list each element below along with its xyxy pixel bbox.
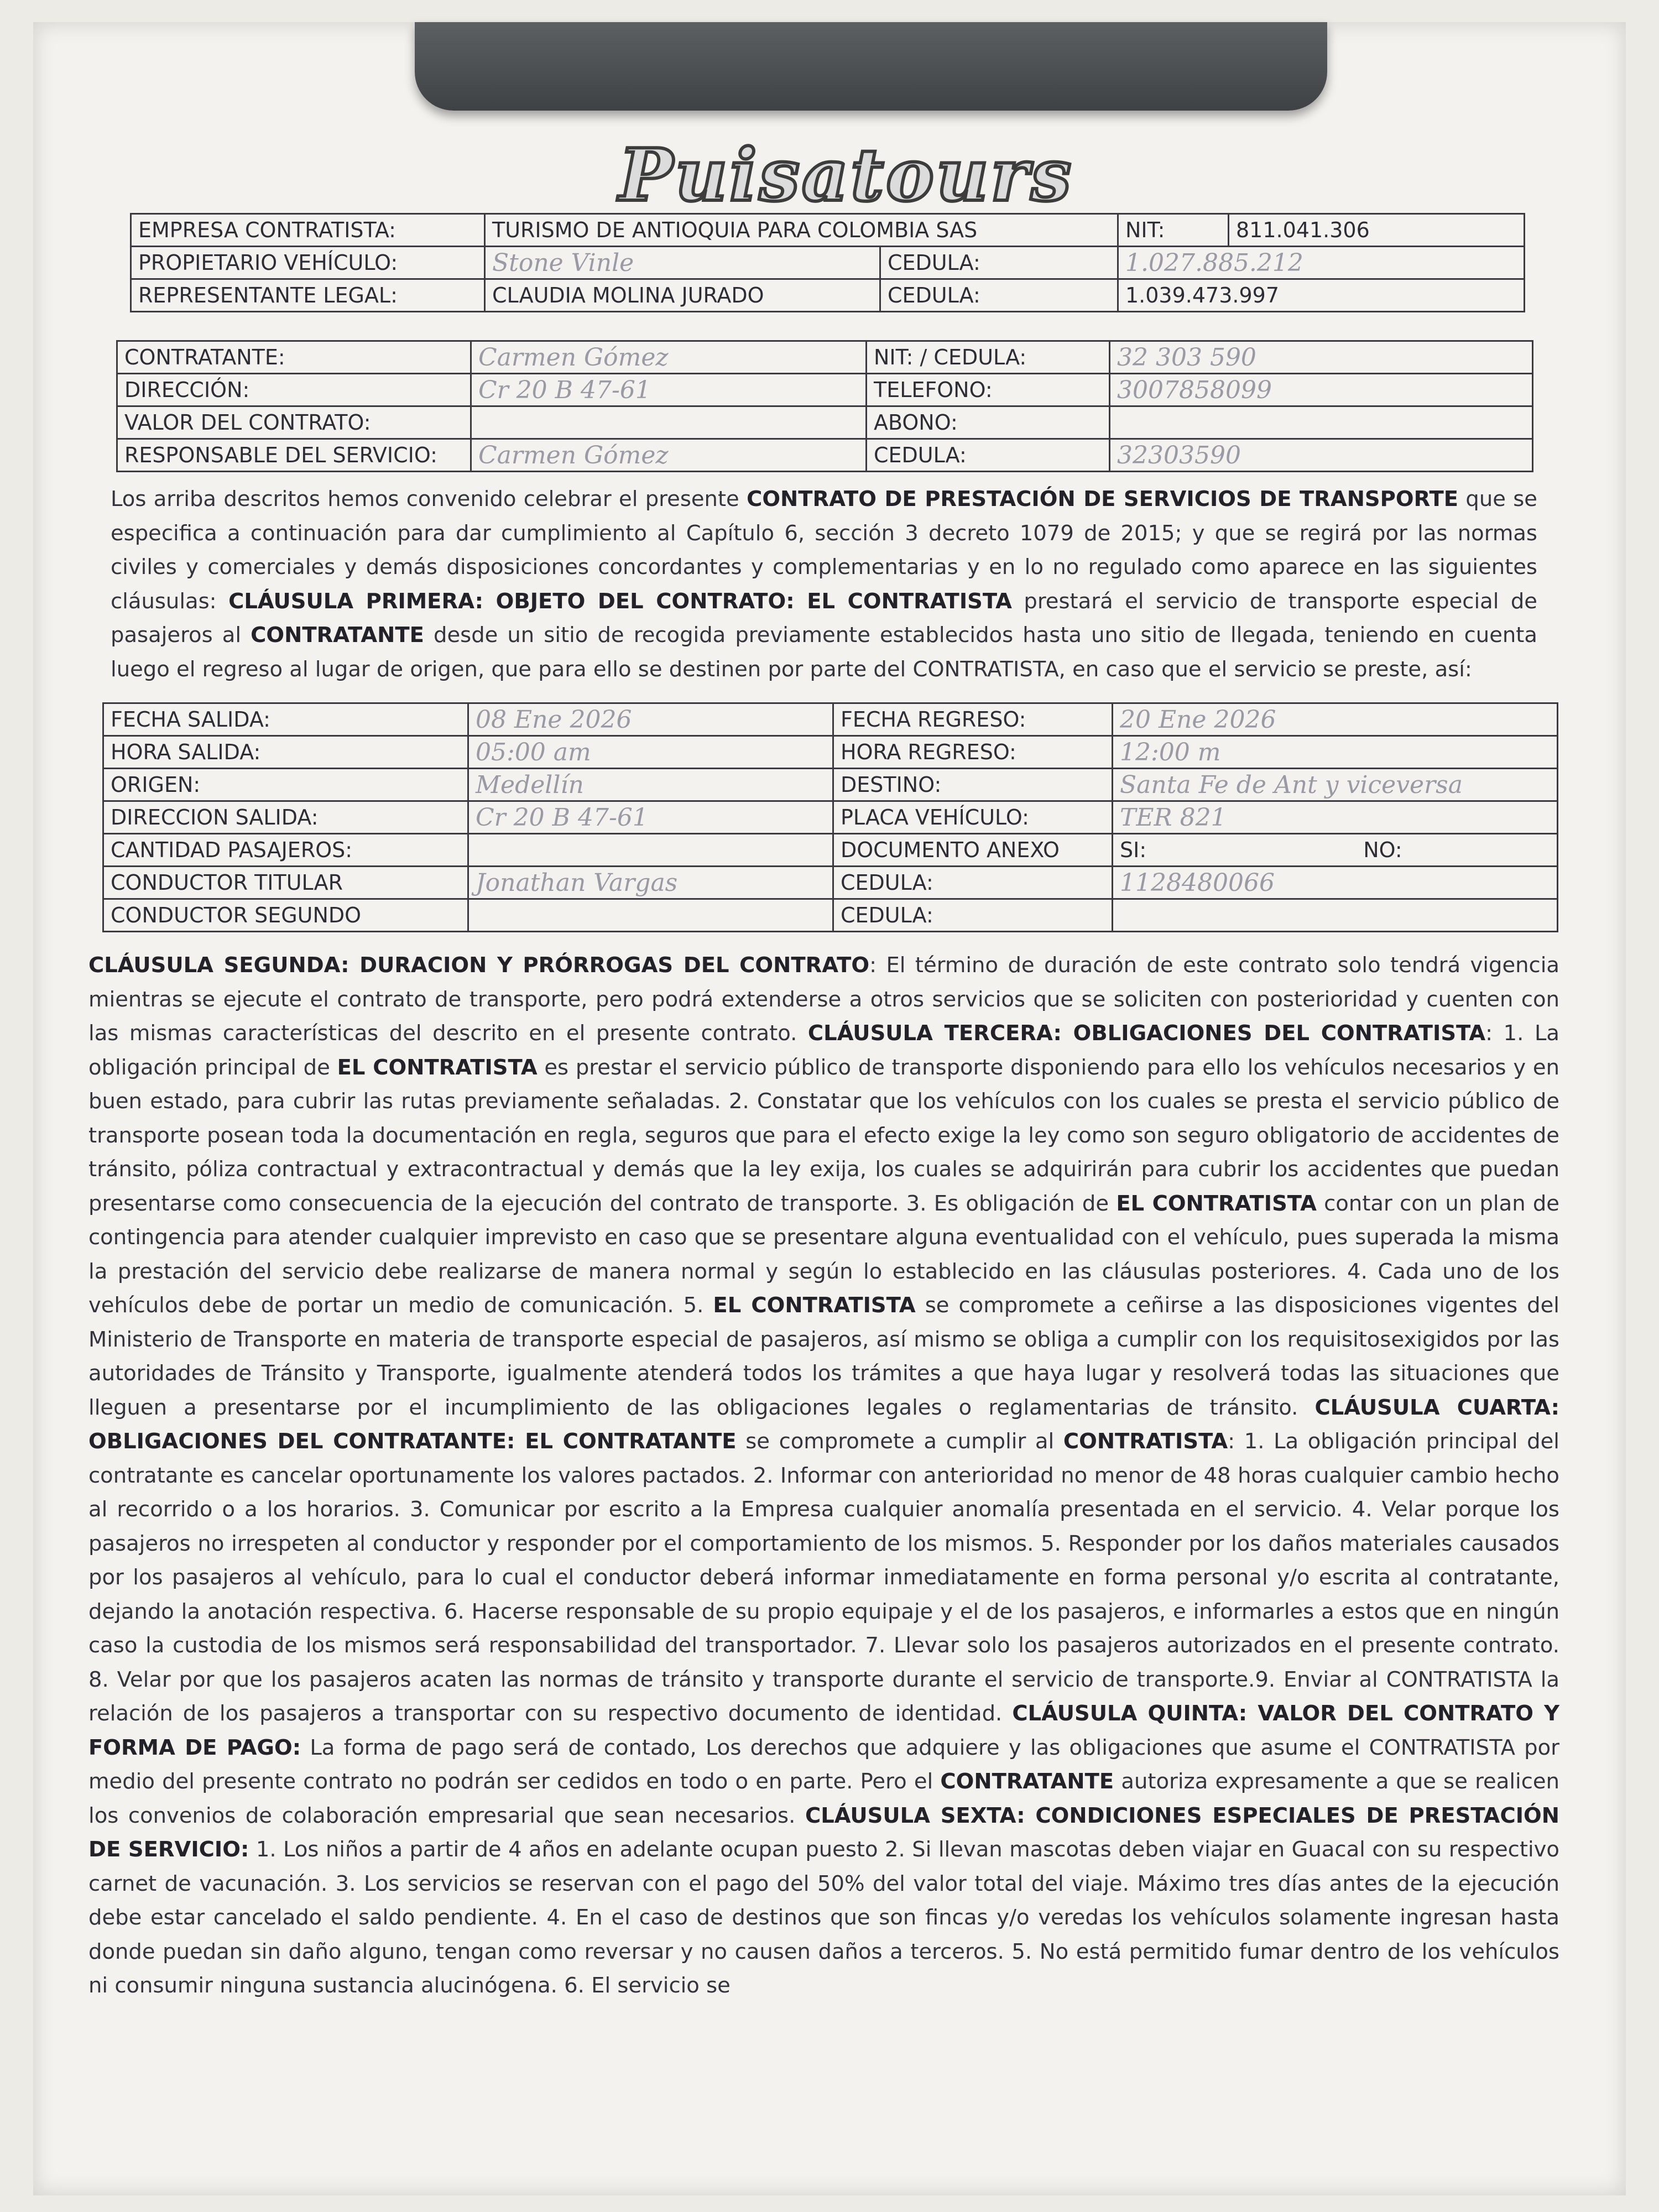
- intro-bold-1: CONTRATO DE PRESTACIÓN DE SERVICIOS DE TRANSPORTE: [747, 487, 1459, 512]
- cedula-label: CEDULA:: [867, 439, 1110, 472]
- representante-label: REPRESENTANTE LEGAL:: [131, 279, 485, 312]
- trip-table: [102, 702, 1558, 932]
- intro-text-3: prestará el servicio de transporte especial de pasajeros al: [111, 588, 1537, 648]
- representante-value: CLAUDIA MOLINA JURADO: [485, 279, 880, 312]
- nit-value: 811.041.306: [1229, 214, 1525, 247]
- clause-heading: CLÁUSULA CUARTA: OBLIGACIONES DEL CONTRATANTE: EL CONTRATANTE: [88, 1395, 1559, 1454]
- hora-salida-value: 05:00 am: [468, 736, 833, 769]
- clause-heading: CLÁUSULA TERCERA: OBLIGACIONES DEL CONTRATISTA: [807, 1021, 1486, 1046]
- conductor-titular-label: CONDUCTOR TITULAR: [103, 867, 468, 899]
- direccion-salida-label: DIRECCION SALIDA:: [103, 801, 468, 834]
- hora-regreso-label: HORA REGRESO:: [833, 736, 1113, 769]
- intro-paragraph: [111, 482, 1537, 686]
- contratante-value: Carmen Gómez: [471, 341, 867, 374]
- clause-text: contar con un plan de contingencia para atender cualquier imprevisto en caso que se presentare alguna eventualidad con el vehículo, pues superada la misma la prestación del servicio debe realizarse de manera normal y según lo establecido en las cláusulas posteriores. 4. Cada uno de los vehículos debe de portar un medio de comunicación. 5.: [88, 1191, 1559, 1318]
- propietario-value: Stone Vinle: [485, 247, 880, 279]
- clause-heading: CONTRATANTE: [940, 1769, 1114, 1794]
- fecha-regreso-label: FECHA REGRESO:: [833, 703, 1113, 736]
- empresa-label: EMPRESA CONTRATISTA:: [131, 214, 485, 247]
- abono-value: [1110, 406, 1533, 439]
- nit-label: NIT:: [1118, 214, 1229, 247]
- cedula-value: 32303590: [1110, 439, 1533, 472]
- clause-text: 1. Los niños a partir de 4 años en adelante ocupan puesto 2. Si llevan mascotas deben viajar en Guacal con su respectivo carnet de vacunación. 3. Los servicios se reservan con el pago del 50% del valor total del viaje. Máximo tres días antes de la ejecución debe estar cancelado el saldo pendiente. 4. En el caso de destinos que son fincas y/o veredas los vehículos solamente ingresan hasta donde puedan sin daño alguno, tengan como reversar y no causen daños a terceros. 5. No está permitido fumar dentro de los vehículos ni consumir ninguna sustancia alucinógena. 6. El servicio se: [88, 1837, 1559, 1998]
- no-label: NO:: [1363, 838, 1402, 862]
- cedula-label-2: CEDULA:: [880, 279, 1118, 312]
- placa-value: TER 821: [1113, 801, 1558, 834]
- empresa-value: TURISMO DE ANTIOQUIA PARA COLOMBIA SAS: [485, 214, 1118, 247]
- placa-label: PLACA VEHÍCULO:: [833, 801, 1113, 834]
- contratante-label: CONTRATANTE:: [117, 341, 471, 374]
- clause-heading: CLÁUSULA SEGUNDA: DURACION Y PRÓRROGAS DEL CONTRATO: [88, 953, 870, 978]
- intro-text-2: que se especifica a continuación para dar cumplimiento al Capítulo 6, sección 3 decreto 1079 de 2015; y que se regirá por las normas civiles y comerciales y demás disposiciones concordantes y complementarias y en lo no regulado como aparece en las siguientes cláusulas:: [111, 487, 1537, 614]
- conductor-titular-value: Jonathan Vargas: [468, 867, 833, 899]
- fecha-regreso-value: 20 Ene 2026: [1113, 703, 1558, 736]
- cantidad-value: [468, 834, 833, 867]
- clause-text: se compromete a cumplir al: [736, 1429, 1063, 1454]
- si-label: SI:: [1120, 838, 1147, 862]
- clause-text: es prestar el servicio público de transporte disponiendo para ello los vehículos necesarios y en buen estado, para cubrir las rutas previamente señaladas. 2. Constatar que los vehículos con los cuales se presta el servicio público de transporte posean toda la documentación en regla, seguros que para el efecto exige la ley como son seguro obligatorio de accidentes de tránsito, póliza contractual y extracontractual y demás que la ley exija, los cuales se adquirirán para cubrir los accidentes que puedan presentarse como consecuencia de la ejecución del contrato de transporte. 3. Es obligación de: [88, 1055, 1559, 1216]
- intro-bold-3: CONTRATANTE: [251, 623, 424, 648]
- clause-heading: EL CONTRATISTA: [713, 1293, 916, 1318]
- cedula-segundo-value: [1113, 899, 1558, 932]
- origen-value: Medellín: [468, 769, 833, 801]
- destino-value: Santa Fe de Ant y viceversa: [1113, 769, 1558, 801]
- nit-cedula-value: 32 303 590: [1110, 341, 1533, 374]
- documento-label: DOCUMENTO ANEXO: [833, 834, 1113, 867]
- clause-text: autoriza expresamente a que se realicen los convenios de colaboración empresarial que sean necesarios.: [88, 1769, 1559, 1828]
- telefono-value: 3007858099: [1110, 374, 1533, 406]
- fecha-salida-label: FECHA SALIDA:: [103, 703, 468, 736]
- abono-label: ABONO:: [867, 406, 1110, 439]
- clause-heading: EL CONTRATISTA: [1116, 1191, 1317, 1216]
- responsable-value: Carmen Gómez: [471, 439, 867, 472]
- destino-label: DESTINO:: [833, 769, 1113, 801]
- contratante-table: [116, 340, 1533, 472]
- clipboard-clip: [415, 22, 1327, 111]
- cedula-value-2: 1.039.473.997: [1118, 279, 1525, 312]
- cedula-value-1: 1.027.885.212: [1118, 247, 1525, 279]
- clause-text: La forma de pago será de contado, Los derechos que adquiere y las obligaciones que asume el CONTRATISTA por medio del presente contrato no podrán ser cedidos en todo o en parte. Pero el: [88, 1735, 1559, 1794]
- clause-heading: CLÁUSULA QUINTA: VALOR DEL CONTRATO Y FORMA DE PAGO:: [88, 1701, 1559, 1760]
- clause-text: se compromete a ceñirse a las disposiciones vigentes del Ministerio de Transporte en materia de transporte especial de pasajeros, así mismo se obliga a cumplir con los requisitosexigidos por las autoridades de Tránsito y Transporte, igualmente atenderá todos los trámites a que haya lugar y resolverá todas las situaciones que lleguen a presentarse por el incumplimiento de las obligaciones legales o reglamentarias de tránsito.: [88, 1293, 1560, 1420]
- clause-text: : 1. La obligación principal del contratante es cancelar oportunamente los valores pactados. 2. Informar con anterioridad no menor de 48 horas cualquier cambio hecho al recorrido o a los horarios. 3. Comunicar por escrito a la Empresa cualquier anomalía presentada en el servicio. 4. Velar porque los pasajeros no irrespeten al conductor y responder por el comportamiento de los mismos. 5. Responder por los daños materiales causados por los pasajeros al vehículo, para lo cual el conductor deberá informar inmediatamente en forma personal y/o escrita al contratante, dejando la anotación respectiva. 6. Hacerse responsable de su propio equipaje y el de los pasajeros, e informarles a estos que en ningún caso la custodia de los mismos será responsabilidad del transportador. 7. Llevar solo los pasajeros autorizados en el presente contrato. 8. Velar por que los pasajeros acaten las normas de tránsito y transporte durante el servicio de transporte.9. Enviar al CONTRATISTA la relación de los pasajeros a transportar con su respectivo documento de identidad.: [88, 1429, 1560, 1726]
- conductor-segundo-label: CONDUCTOR SEGUNDO: [103, 899, 468, 932]
- cedula-segundo-label: CEDULA:: [833, 899, 1113, 932]
- intro-bold-2: CLÁUSULA PRIMERA: OBJETO DEL CONTRATO: EL CONTRATISTA: [228, 588, 1012, 614]
- nit-cedula-label: NIT: / CEDULA:: [867, 341, 1110, 374]
- direccion-value: Cr 20 B 47-61: [471, 374, 867, 406]
- fecha-salida-value: 08 Ene 2026: [468, 703, 833, 736]
- company-logo: Puisatours: [618, 133, 1074, 217]
- telefono-label: TELEFONO:: [867, 374, 1110, 406]
- company-table: [130, 213, 1525, 312]
- propietario-label: PROPIETARIO VEHÍCULO:: [131, 247, 485, 279]
- intro-text-1: Los arriba descritos hemos convenido celebrar el presente: [111, 487, 747, 512]
- clause-heading: CONTRATISTA: [1063, 1429, 1228, 1454]
- cedula-titular-label: CEDULA:: [833, 867, 1113, 899]
- valor-label: VALOR DEL CONTRATO:: [117, 406, 471, 439]
- origen-label: ORIGEN:: [103, 769, 468, 801]
- cedula-titular-value: 1128480066: [1113, 867, 1558, 899]
- clause-heading: CLÁUSULA SEXTA: CONDICIONES ESPECIALES DE PRESTACIÓN DE SERVICIO:: [88, 1803, 1559, 1862]
- hora-regreso-value: 12:00 m: [1113, 736, 1558, 769]
- direccion-salida-value: Cr 20 B 47-61: [468, 801, 833, 834]
- clauses-body: [88, 948, 1559, 2003]
- intro-text-4: desde un sitio de recogida previamente establecidos hasta uno sitio de llegada, teniendo en cuenta luego el regreso al lugar de origen, que para ello se destinen por parte del CONTRATISTA, en caso que el servicio se preste, así:: [111, 623, 1537, 682]
- valor-value: [471, 406, 867, 439]
- hora-salida-label: HORA SALIDA:: [103, 736, 468, 769]
- documento-options: [1113, 834, 1558, 867]
- clause-heading: EL CONTRATISTA: [337, 1055, 538, 1080]
- cedula-label-1: CEDULA:: [880, 247, 1118, 279]
- cantidad-label: CANTIDAD PASAJEROS:: [103, 834, 468, 867]
- clause-text: : 1. La obligación principal de: [88, 1021, 1560, 1080]
- contract-page: [33, 22, 1626, 2195]
- conductor-segundo-value: [468, 899, 833, 932]
- clause-text: : El término de duración de este contrato solo tendrá vigencia mientras se ejecute el contrato de transporte, pero podrá extenderse a otros servicios que se soliciten con posterioridad y cuenten con las mismas características del descrito en el presente contrato.: [88, 953, 1559, 1046]
- responsable-label: RESPONSABLE DEL SERVICIO:: [117, 439, 471, 472]
- direccion-label: DIRECCIÓN:: [117, 374, 471, 406]
